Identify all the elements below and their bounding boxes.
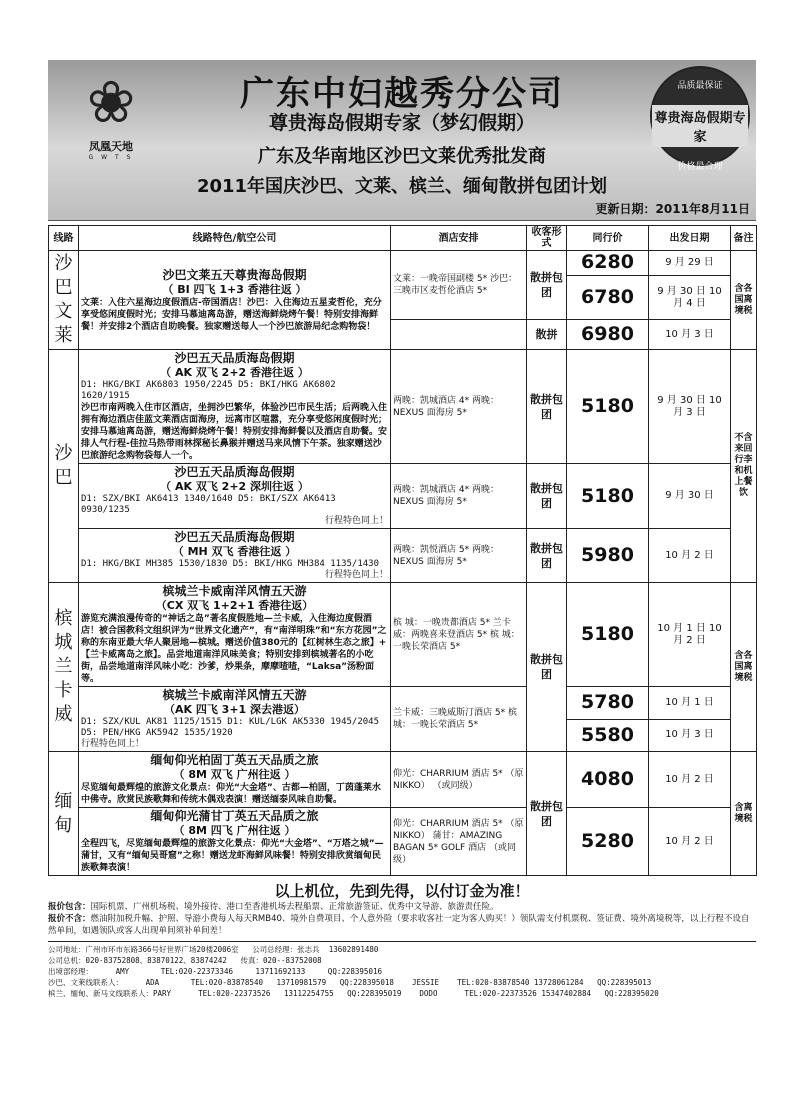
flyer — [48, 60, 756, 999]
update-date: 更新日期：2011年8月11日 — [595, 202, 750, 216]
quality-badge: 品质最保证 尊贵海岛假期专家 价格最合理 — [650, 66, 750, 166]
table-row: 6780 9 月 30 日 10 月 4 日 — [49, 275, 757, 320]
logo-text: 凤凰天地 — [89, 140, 133, 153]
region-sabah: 沙巴 — [49, 350, 79, 583]
table-row: 沙巴五天品质海岛假期 （ MH 双飞 香港往返 ） D1: HKG/BKI MH385 1530/1830 D5: BKI/HKG MH384 1135/1430 行程特色同上！ 两晚：凯悦酒店 5* 两晚：NEXUS 面海房 5* 散拼包团 5980 10 月 2 日 — [49, 529, 757, 583]
table-row: 缅甸 缅甸仰光柏固丁英五天品质之旅 （ 8M 双飞 广州往返 ） 尽览缅甸最辉煌的旅游文化景点：仰光“大金塔”、古都—柏固，丁茵蓬莱水中佛寺。欣赏民族歌舞和传统木偶戏表演！赠送缅泰风味自助餐。 仰光：CHARRIUM 酒店 5* （原 NIKKO） （或同级） 散拼包团 4080 10 月 2 日 含离境税 — [49, 752, 757, 808]
company-address: 公司地址：广州市环市东路366号好世界广场20楼2006室 公司总经理：张志兵 13602891480 — [48, 945, 379, 954]
slogan: 尊贵海岛假期专家（梦幻假期） — [268, 112, 535, 134]
region-sabah-brunei: 沙巴文莱 — [49, 251, 79, 350]
wholesaler-line: 广东及华南地区沙巴文莱优秀批发商 — [258, 146, 546, 167]
table-row: 沙巴文莱 沙巴文莱五天尊贵海岛假期 （ BI 四飞 1+3 香港往返 ） 文莱：入住六星海边度假酒店-帝国酒店！沙巴：入住海边五星麦哲伦，充分享受悠闲度假时光；安排马慕迪离岛游，赠送海鲜烧烤午餐！特别安排海鲜餐！并安排2个酒店自助晚餐。独家赠送每人一个沙巴旅游局纪念购物袋！ 文莱：一晚帝国副楼 5* 沙巴：三晚市区麦哲伦酒店 5* 散拼包团 6280 9 月 29 日 含各国离境税 — [49, 251, 757, 276]
contact-block — [48, 941, 756, 999]
table-header: 线路 线路特色/航空公司 酒店安排 收客形式 同行价 出发日期 备注 — [49, 226, 757, 251]
phoenix-logo-icon: ❀ — [86, 68, 136, 136]
company-name: 广东中妇越秀分公司 — [240, 74, 564, 114]
company-phone: 公司总机：020-83752808、83870122、83874242 传真：020--83752008 — [48, 956, 322, 965]
region-penang: 槟城兰卡威 — [49, 583, 79, 752]
table-row: 沙巴五天品质海岛假期 （ AK 双飞 2+2 深圳往返 ） D1: SZX/BKI AK6413 1340/1640 D5: BKI/SZX AK6413 0930/1235 行程特色同上！ 两晚：凯城酒店 4* 两晚：NEXUS 面海房 5* 散拼包团 5180 9 月 30 日 — [49, 464, 757, 529]
table-row: 沙巴 沙巴五天品质海岛假期 （ AK 双飞 2+2 香港往返 ） D1: HKG/BKI AK6803 1950/2245 D5: BKI/HKG AK6802 1620/1915 沙巴市南两晚入住市区酒店，坐拥沙巴繁华，体验沙巴市民生活；后两晚入住拥有海边酒店佳蓝文莱酒店面海房，远离市区喧嚣，充分享受悠闲度假时光；安排马慕迪离岛游，赠送海鲜烧烤午餐！特别安排海鲜餐以及酒店自助餐。安排人气行程-佳拉马热带雨林探秘长鼻猴并赠送马来风情下午茶。独家赠送沙巴旅游纪念购物袋每人一个。 两晚：凯城酒店 4* 两晚：NEXUS 面海房 5* 散拼包团 5180 9 月 30 日 10 月 3 日 不含来回行李和机上餐饮 — [49, 350, 757, 464]
table-row: 槟城兰卡威 槟城兰卡威南洋风情五天游 （CX 双飞 1+2+1 香港往返） 游览充满浪漫传奇的“神话之岛”著名度假胜地—兰卡威，入住海边度假酒店！被合国教科文组织评为“世界文化遗产”，有“南洋明珠”和“东方花园”之称的东南亚最大华人聚居地—槟城。赠送价值380元的【红树林生态之旅】+【兰卡威离岛之旅】。品尝地道南洋风味美食；特别安排到槟城著名的小吃街，品尝地道南洋风味小吃：沙爹，炒果条，摩摩喳喳，“Laksa”汤粉面等。 槟 城：一晚贵都酒店 5* 兰卡威：两晚喜来登酒店 5* 槟 城：一晚长荣酒店 5* 散拼包团 5180 10 月 1 日 10 月 2 日 含各国离境税 — [49, 583, 757, 687]
price-includes: 报价包含：国际机票、广州机场税、境外接待、港口至香港机场去程船票、正常旅游签证、优秀中文导游、旅游责任险。 — [48, 902, 499, 912]
plan-title: 2011年国庆沙巴、文莱、槟兰、缅甸散拼包团计划 — [196, 176, 608, 197]
table-row: 5580 10 月 3 日 — [49, 719, 757, 752]
region-myanmar: 缅甸 — [49, 752, 79, 876]
price-excludes: 报价不含：燃油附加税升幅、护照、导游小费每人每天RMB40、境外自费项目、个人意外险（要求收客社一定为客人购买！）领队需支付机票税、签证费、境外离境税等，以上行程不设自然单间，如遇领队或客人出现单间须补单间差！ — [48, 914, 750, 936]
table-row: 槟城兰卡威南洋风情五天游 （AK 四飞 3+1 深去港返） D1: SZX/KUL AK81 1125/1515 D1: KUL/LGK AK5330 1945/2045 D5: PEN/HKG AK5942 1535/1920 行程特色同上！ 兰卡威：三晚威斯汀酒店 5* 槟 城：一晚长荣酒店 5* 5780 10 月 1 日 — [49, 687, 757, 720]
penang-contact: 槟兰、缅甸、新马文线联系人：PARY TEL:020-22373526 13112254755 QQ:228395019 DODO TEL:020-22373526 15347402884 QQ:228395020 — [48, 989, 659, 998]
table-row: 缅甸仰光蒲甘丁英五天品质之旅 （ 8M 四飞 广州往返 ） 全程四飞，尽览缅甸最辉煌的旅游文化景点：仰光“大金塔”、“万塔之城”—蒲甘，又有“缅甸吴哥窟”之称！赠送龙虾海鲜风味餐！特别安排欣赏缅甸民族歌舞表演！ 仰光：CHARRIUM 酒店 5* （原 NIKKO） 蒲甘：AMAZING BAGAN 5* GOLF 酒店 （或同级） 5280 10 月 2 日 — [49, 808, 757, 876]
table-row: 散拼 6980 10 月 3 日 — [49, 320, 757, 350]
booking-notice: 以上机位，先到先得，以付订金为准！ — [274, 882, 530, 900]
itinerary-table — [48, 225, 757, 876]
issuer-contact: 出境部经理： AMY TEL:020-22373346 13711692133 QQ:228395016 — [48, 967, 382, 976]
banner — [48, 60, 756, 221]
logo-latin: G W T S — [88, 154, 134, 161]
sabah-contact: 沙巴、文莱线联系人： ADA TEL:020-83878540 13710981579 QQ:228395018 JESSIE TEL:020-83878540 13728061284 QQ:228395013 — [48, 978, 652, 987]
